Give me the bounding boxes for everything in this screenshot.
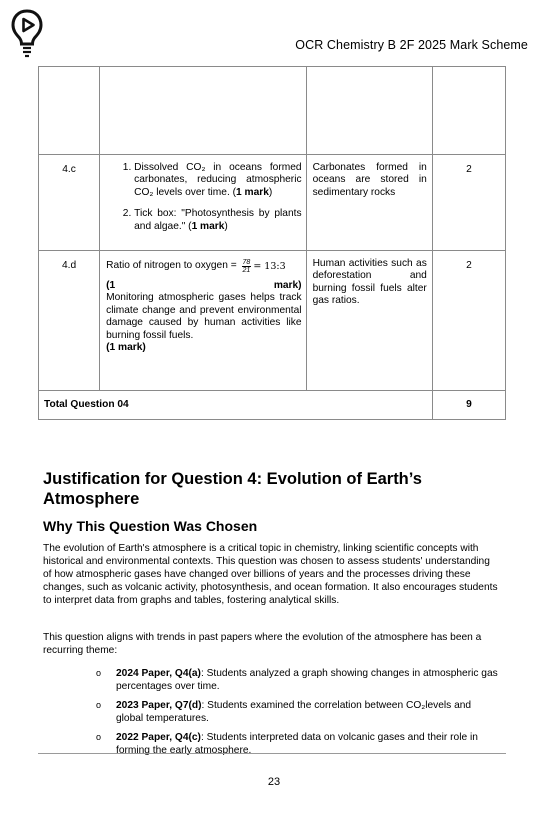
table-row-empty-continuation — [39, 67, 506, 155]
question-number: 4.c — [39, 155, 100, 251]
bullet-circle-icon: o — [96, 699, 102, 710]
marks-value: 2 — [432, 251, 505, 391]
total-label: Total Question 04 — [39, 391, 433, 420]
trends-paragraph: This question aligns with trends in past papers where the evolution of the atmosphere has been a recurring theme: — [43, 632, 482, 656]
logo-icon — [10, 8, 44, 58]
answer-cell — [100, 251, 306, 391]
answer-point: 1. Dissolved CO₂ in oceans formed carbonates, reducing atmospheric CO₂ levels over time. (1 mark) — [134, 162, 301, 199]
mark-scheme-table — [38, 66, 506, 420]
document-header-title: OCR Chemistry B 2F 2025 Mark Scheme — [295, 38, 528, 52]
mark-final: (1 mark) — [106, 342, 146, 354]
guidance-cell — [306, 67, 432, 155]
guidance-text: Carbonates formed in oceans are stored in sedimentary rocks — [306, 155, 432, 251]
section-subheading: Why This Question Was Chosen — [43, 518, 258, 534]
past-papers-list — [96, 668, 501, 764]
table-row-4d — [39, 251, 506, 391]
list-item: o 2022 Paper, Q4(c): Students interpreted data on volcanic gases and their role in forming the early atmosphere. — [96, 731, 478, 756]
answer-point: 2. Tick box: "Photosynthesis by plants and algae." (1 mark) — [134, 208, 301, 233]
justification-paragraph: The evolution of Earth's atmosphere is a critical topic in chemistry, linking scientific concepts with historical and environmental contexts. This question was chosen to assess students' understanding of how atmospheric gases have changed over billions of years and the processes driving these changes, such as volcanic activity, photosynthesis, and ocean formation. It also encourages students to interpret data from graphs and tables, fostering analytical skills. — [43, 543, 498, 606]
mark-line: (1 mark) — [106, 280, 302, 291]
monitoring-text: Monitoring atmospheric gases helps track climate change and prevent environmental damage caused by human activities like burning fossil fuels. — [106, 292, 302, 341]
list-item: o 2023 Paper, Q7(d): Students examined the correlation between CO₂levels and global temperatures. — [96, 699, 472, 724]
marks-value: 2 — [432, 155, 505, 251]
marks-cell — [432, 67, 505, 155]
answer-cell — [100, 67, 306, 155]
bullet-circle-icon: o — [96, 731, 102, 742]
list-item: o 2024 Paper, Q4(a): Students analyzed a graph showing changes in atmospheric gas percentages over time. — [96, 668, 498, 692]
guidance-text: Human activities such as deforestation and burning fossil fuels alter gas ratios. — [306, 251, 432, 391]
answer-cell — [100, 155, 306, 251]
table-row-4c — [39, 155, 506, 251]
total-value: 9 — [432, 391, 505, 420]
justification-heading: Justification for Question 4: Evolution of Earth’s Atmosphere — [43, 470, 422, 508]
page-number: 23 — [267, 776, 281, 788]
table-row-total — [39, 391, 506, 420]
ratio-fraction: $\frac{78}{21}$ — [242, 259, 251, 274]
footer-divider — [38, 753, 506, 754]
question-cell — [39, 67, 100, 155]
ratio-line: Ratio of nitrogen to oxygen = $\frac{78}{21}$ = 13:3 — [106, 259, 286, 274]
bullet-circle-icon: o — [96, 668, 102, 678]
question-number: 4.d — [39, 251, 100, 391]
